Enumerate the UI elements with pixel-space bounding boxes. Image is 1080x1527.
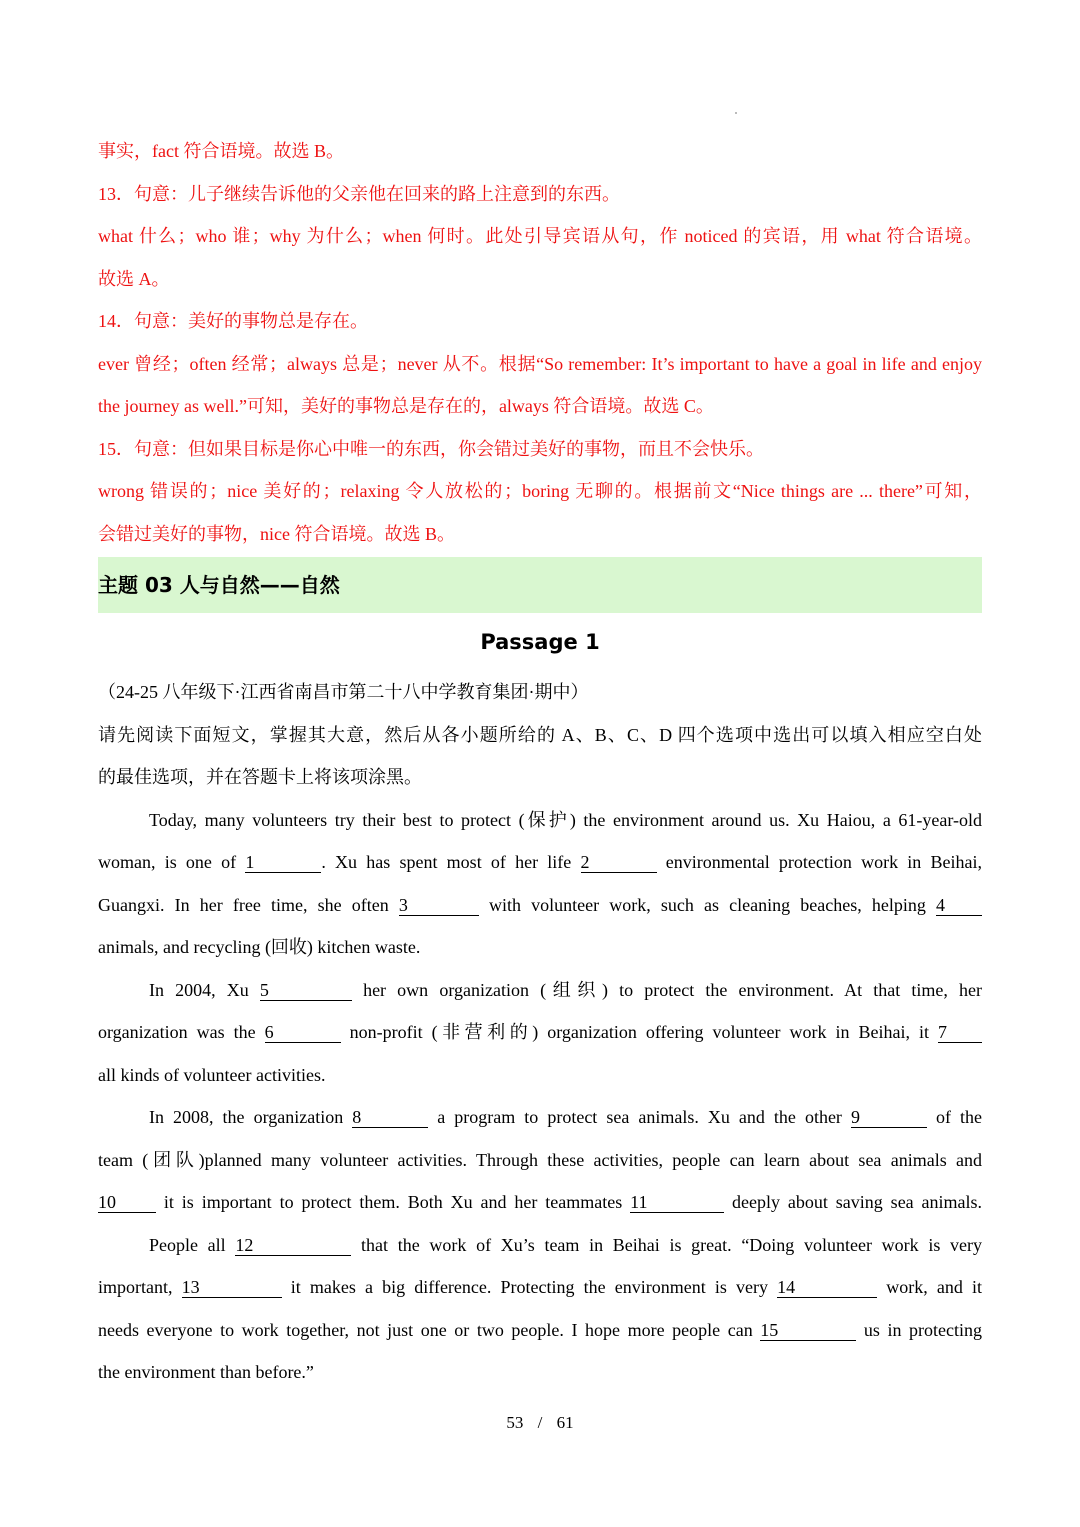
page-total: 61 [556,1413,574,1432]
explanation-line: what 什么；who 谁；why 为什么；when 何时。此处引导宾语从句，作 noticed 的宾语，用 what 符合语境。 [98,226,982,246]
passage-line [98,884,982,927]
blank-5: 5 [260,980,352,1001]
passage-text: her own organization (组织) to protect the environment. At that time, her [363,979,982,1000]
blank-4: 4 [936,895,982,916]
passage-line [98,1309,982,1352]
passage-text: In 2004, Xu [149,979,249,1000]
explanation-line: ever 曾经；often 经常；always 总是；never 从不。根据“So remember: It’s important to have a goal in life and enjoy [98,353,982,374]
passage-line [98,841,982,884]
passage-text: In 2008, the organization [149,1107,344,1127]
document-page [98,130,982,1394]
passage-line: the environment than before.” [98,1362,314,1382]
passage-text: work, and it [886,1277,982,1297]
explanation-line: 14．句意：美好的事物总是存在。 [98,311,368,331]
explanation-line: 事实，fact 符合语境。故选 B。 [98,141,344,161]
page-number [0,1413,1080,1433]
instruction-line: 的最佳选项，并在答题卡上将该项涂黑。 [98,767,422,787]
blank-13: 13 [182,1277,282,1298]
blank-9: 9 [851,1107,927,1128]
page-separator: / [537,1413,543,1432]
explanation-line: wrong 错误的；nice 美好的；relaxing 令人放松的；boring 无聊的。根据前文“Nice things are ... there”可知， [98,481,982,501]
passage-line [98,1011,982,1054]
blank-8: 8 [352,1107,428,1128]
passage-line: animals, and recycling (回收) kitchen waste. [98,937,421,957]
passage-text: it makes a big difference. Protecting the environment is very [290,1277,768,1297]
passage-text: People all [149,1234,226,1255]
passage-line: Today, many volunteers try their best to protect (保护) the environment around us. Xu Haiou, a 61-year-old [149,809,982,830]
blank-1: 1 [245,852,321,873]
passage-text: it is important to protect them. Both Xu and her teammates [163,1192,623,1212]
blank-6: 6 [265,1022,341,1043]
blank-3: 3 [399,895,479,916]
passage-text: needs everyone to work together, not just one or two people. I hope more people can [98,1319,753,1340]
passage-line [98,969,982,1012]
passage-text: organization was the [98,1022,256,1042]
source-line: （24-25 八年级下·江西省南昌市第二十八中学教育集团·期中） [98,682,589,702]
blank-2: 2 [581,852,657,873]
explanation-line: 故选 A。 [98,268,170,289]
passage-text: important, [98,1277,173,1297]
passage-text: non-profit (非营利的) organization offering volunteer work in Beihai, it [349,1022,930,1042]
blank-12: 12 [235,1235,351,1256]
passage-line [98,1224,982,1267]
explanation-line: 13．句意：儿子继续告诉他的父亲他在回来的路上注意到的东西。 [98,183,620,204]
passage-text: woman, is one of [98,852,237,872]
explanation-line: 会错过美好的事物，nice 符合语境。故选 B。 [98,523,455,544]
passage-title: Passage 1 [480,630,600,654]
instruction-line: 请先阅读下面短文，掌握其大意，然后从各小题所给的 A、B、C、D 四个选项中选出可以填入相应空白处 [98,724,982,745]
stray-dot [735,112,737,114]
blank-10: 10 [98,1192,156,1213]
page-current: 53 [506,1413,524,1432]
passage-text: of the [935,1107,982,1127]
passage-text: with volunteer work, such as cleaning beaches, helping [489,894,926,915]
blank-15: 15 [760,1320,856,1341]
blank-11: 11 [630,1192,724,1213]
explanation-line: 15．句意：但如果目标是你心中唯一的东西，你会错过美好的事物，而且不会快乐。 [98,438,764,459]
passage-text: . Xu has spent most of her life [321,852,572,872]
passage-line [98,1096,982,1139]
passage-text: us in protecting [863,1319,982,1340]
passage-line [98,1266,982,1309]
blank-14: 14 [777,1277,877,1298]
passage-text: environmental protection work in Beihai, [665,852,982,872]
theme-heading: 主题 03 人与自然——自然 [98,557,982,613]
passage-text: that the work of Xu’s team in Beihai is great. “Doing volunteer work is very [361,1234,982,1255]
explanation-line: the journey as well.”可知，美好的事物总是存在的，always 符合语境。故选 C。 [98,396,714,416]
blank-7: 7 [938,1022,982,1043]
passage-line: team (团队)planned many volunteer activities. Through these activities, people can learn about sea animals and [98,1149,982,1170]
passage-text: deeply about saving sea animals. [732,1192,982,1212]
passage-line [98,1181,982,1224]
passage-line: all kinds of volunteer activities. [98,1064,326,1085]
passage-text: Guangxi. In her free time, she often [98,894,389,915]
passage-text: a program to protect sea animals. Xu and the other [437,1107,842,1127]
